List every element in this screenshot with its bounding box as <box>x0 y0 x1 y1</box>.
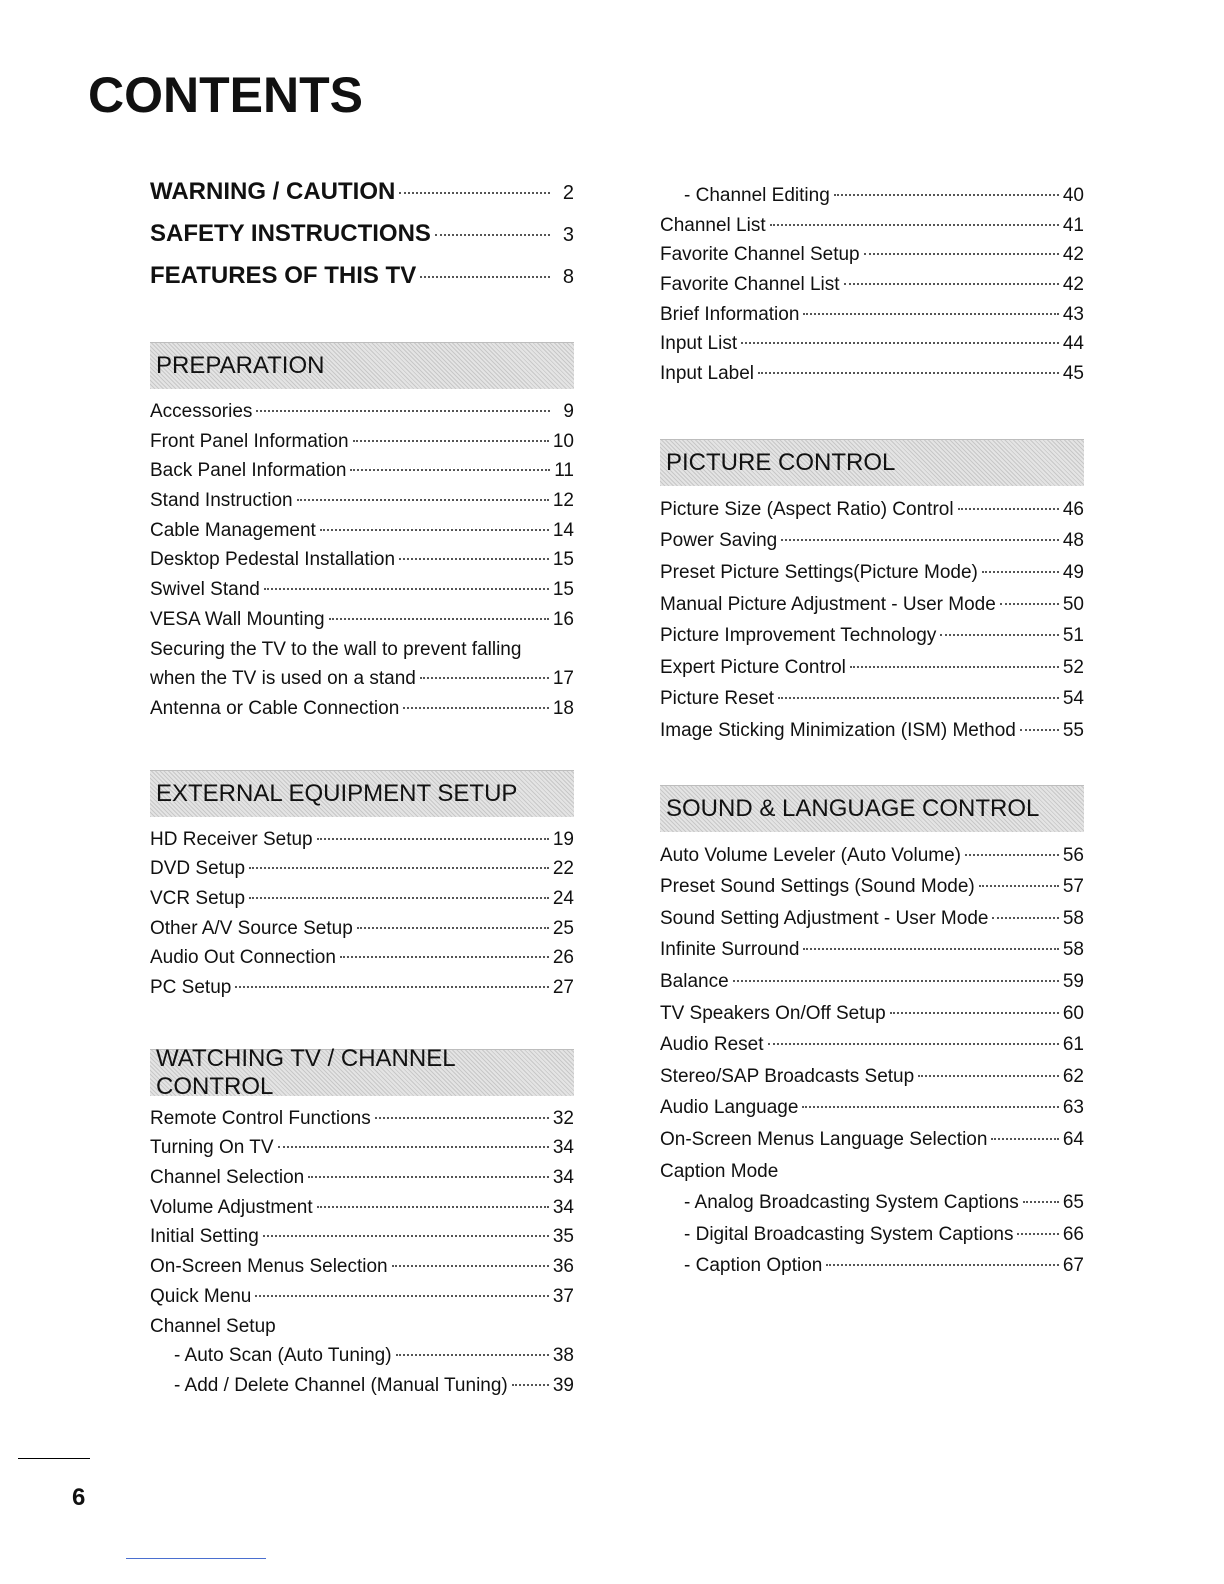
toc-entry-label: Securing the TV to the wall to prevent falling <box>150 638 522 660</box>
toc-entry-page: 3 <box>562 224 574 246</box>
toc-entry-label: TV Speakers On/Off Setup <box>660 1002 886 1024</box>
dot-leader <box>320 529 549 531</box>
toc-entry[interactable] <box>150 516 574 546</box>
toc-entry[interactable] <box>660 557 1084 589</box>
toc-entry-page: 49 <box>1062 562 1084 583</box>
dot-leader <box>308 1176 549 1178</box>
toc-entry-label: SAFETY INSTRUCTIONS <box>150 220 431 247</box>
footer-rule <box>18 1458 90 1459</box>
toc-entry-page: 45 <box>1062 363 1084 385</box>
toc-entry[interactable] <box>150 397 574 427</box>
toc-entry-label: Channel Selection <box>150 1167 305 1189</box>
dot-leader <box>834 194 1059 196</box>
toc-entry-page: 17 <box>552 668 574 690</box>
toc-entry[interactable] <box>150 664 574 694</box>
toc-entry-page: 15 <box>552 549 574 571</box>
dot-leader <box>965 854 1059 856</box>
toc-entry[interactable] <box>150 1163 574 1193</box>
section-heading-sound: SOUND & LANGUAGE CONTROL <box>660 785 1084 832</box>
section-heading-preparation: PREPARATION <box>150 342 574 389</box>
toc-entry-label: Expert Picture Control <box>660 656 846 678</box>
toc-entry[interactable] <box>150 1282 574 1312</box>
toc-entry-label: HD Receiver Setup <box>150 828 313 850</box>
toc-left-column <box>150 178 574 1401</box>
toc-entry-page: 9 <box>563 401 574 422</box>
toc-entry-page: 58 <box>1062 907 1084 929</box>
toc-entry-page: 34 <box>552 1167 574 1189</box>
toc-entry-label: Caption Mode <box>660 1160 779 1182</box>
dot-leader <box>256 410 550 412</box>
toc-entry-label: PC Setup <box>150 977 232 998</box>
toc-entry-label: Stand Instruction <box>150 490 293 512</box>
dot-leader <box>350 469 550 471</box>
toc-entry-label: Picture Reset <box>660 688 775 710</box>
toc-entry[interactable] <box>660 620 1084 652</box>
toc-entry-label: Remote Control Functions <box>150 1107 371 1129</box>
toc-entry-label: Input List <box>660 333 738 355</box>
toc-entry-page: 41 <box>1062 214 1084 236</box>
toc-entry[interactable] <box>660 494 1084 526</box>
dot-leader <box>918 1075 1059 1077</box>
toc-entry[interactable] <box>660 683 1084 715</box>
dot-leader <box>758 372 1059 374</box>
toc-entry[interactable] <box>150 1193 574 1223</box>
toc-entry[interactable] <box>660 211 1084 241</box>
dot-leader <box>768 1043 1059 1045</box>
dot-leader <box>803 948 1058 950</box>
toc-entry-label: FEATURES OF THIS TV <box>150 262 417 289</box>
dot-leader <box>802 1106 1058 1108</box>
toc-group-heading[interactable] <box>660 1156 1084 1188</box>
toc-entry-page: 42 <box>1062 274 1084 296</box>
toc-entry-page: 66 <box>1062 1223 1084 1245</box>
toc-entry[interactable] <box>150 545 574 575</box>
dot-leader <box>741 342 1059 344</box>
dot-leader <box>255 1295 548 1297</box>
toc-entry-label: Other A/V Source Setup <box>150 917 353 939</box>
toc-entry-page: 56 <box>1062 844 1084 866</box>
toc-entry-label: - Auto Scan (Auto Tuning) <box>174 1345 392 1367</box>
toc-entry-safety[interactable] <box>150 220 574 262</box>
dot-leader <box>770 224 1059 226</box>
toc-entry[interactable] <box>660 1124 1084 1156</box>
toc-entry[interactable] <box>660 715 1084 747</box>
toc-entry-label: Channel List <box>660 214 766 236</box>
toc-entry-page: 48 <box>1062 530 1084 552</box>
toc-entry-page: 24 <box>552 887 574 909</box>
toc-entry-label: Preset Picture Settings(Picture Mode) <box>660 562 978 583</box>
dot-leader <box>317 1206 549 1208</box>
toc-entry-label: Power Saving <box>660 530 778 552</box>
toc-entry-page: 18 <box>552 697 574 719</box>
toc-entry-label: Sound Setting Adjustment - User Mode <box>660 907 989 929</box>
dot-leader <box>1017 1233 1058 1235</box>
toc-entry-page: 65 <box>1062 1192 1084 1214</box>
dot-leader <box>803 313 1058 315</box>
toc-entry[interactable] <box>150 1222 574 1252</box>
toc-entry[interactable] <box>660 903 1084 935</box>
dot-leader <box>263 1235 549 1237</box>
toc-entry-page: 36 <box>552 1256 574 1278</box>
dot-leader <box>850 666 1059 668</box>
toc-entry-page: 16 <box>552 608 574 630</box>
toc-entry-page: 34 <box>552 1196 574 1218</box>
dot-leader <box>399 192 550 194</box>
toc-entry-page: 60 <box>1062 1002 1084 1024</box>
toc-entry-label: WARNING / CAUTION <box>150 178 396 205</box>
dot-leader <box>375 1117 549 1119</box>
toc-entry[interactable] <box>660 270 1084 300</box>
toc-sub-entry[interactable] <box>660 181 1084 211</box>
dot-leader <box>420 677 549 679</box>
toc-entry-page: 40 <box>1062 185 1084 206</box>
toc-entry-label: Picture Size (Aspect Ratio) Control <box>660 498 954 520</box>
dot-leader <box>890 1012 1059 1014</box>
section-heading-external: EXTERNAL EQUIPMENT SETUP <box>150 770 574 817</box>
toc-entry-page: 22 <box>552 858 574 880</box>
toc-entry-label: when the TV is used on a stand <box>150 668 416 690</box>
toc-entry-label: Infinite Surround <box>660 939 800 961</box>
dot-leader <box>979 885 1059 887</box>
toc-entry[interactable] <box>660 525 1084 557</box>
toc-entry-label: Audio Reset <box>660 1034 764 1056</box>
dot-leader <box>1020 729 1059 731</box>
toc-entry-label: - Add / Delete Channel (Manual Tuning) <box>174 1374 508 1396</box>
toc-entry-label: Preset Sound Settings (Sound Mode) <box>660 876 975 898</box>
toc-entry[interactable] <box>150 694 574 724</box>
toc-entry-page: 15 <box>552 579 574 601</box>
dot-leader <box>1000 603 1059 605</box>
dot-leader <box>420 276 550 278</box>
toc-sub-entry[interactable] <box>150 1371 574 1401</box>
dot-leader <box>940 634 1059 636</box>
toc-sub-entry[interactable] <box>660 1219 1084 1251</box>
toc-entry-page: 38 <box>552 1345 574 1367</box>
toc-entry-label: Manual Picture Adjustment - User Mode <box>660 593 996 615</box>
dot-leader <box>991 1138 1058 1140</box>
toc-entry-page: 57 <box>1062 876 1084 898</box>
toc-entry[interactable] <box>660 240 1084 270</box>
toc-entry-page: 63 <box>1062 1097 1084 1119</box>
toc-entry[interactable] <box>150 825 574 855</box>
dot-leader <box>778 697 1059 699</box>
dot-leader <box>512 1384 549 1386</box>
toc-entry-label: Image Sticking Minimization (ISM) Method <box>660 719 1016 741</box>
toc-entry[interactable] <box>150 456 574 486</box>
toc-entry-page: 55 <box>1062 719 1084 741</box>
toc-sub-entry[interactable] <box>150 1341 574 1371</box>
dot-leader <box>733 980 1059 982</box>
toc-entry-label: Brief Information <box>660 303 800 325</box>
dot-leader <box>396 1354 549 1356</box>
toc-entry-label: VCR Setup <box>150 887 246 909</box>
page-title: CONTENTS <box>88 67 363 123</box>
toc-entry[interactable] <box>150 854 574 884</box>
toc-entry[interactable] <box>150 943 574 973</box>
toc-entry-page: 37 <box>552 1285 574 1307</box>
toc-entry-page: 34 <box>552 1137 574 1159</box>
toc-entry[interactable] <box>660 329 1084 359</box>
dot-leader <box>264 588 549 590</box>
dot-leader <box>992 917 1058 919</box>
dot-leader <box>1023 1201 1059 1203</box>
dot-leader <box>357 927 549 929</box>
toc-entry-page: 10 <box>552 430 574 452</box>
toc-entry-label: Front Panel Information <box>150 430 349 452</box>
toc-entry-label: Input Label <box>660 363 755 385</box>
toc-entry-label: On-Screen Menus Selection <box>150 1256 388 1278</box>
toc-right-column <box>660 181 1084 1282</box>
toc-entry-page: 14 <box>552 519 574 541</box>
toc-entry[interactable] <box>660 871 1084 903</box>
toc-sub-entry[interactable] <box>660 1250 1084 1282</box>
toc-entry-warning[interactable] <box>150 178 574 220</box>
toc-entry[interactable] <box>150 914 574 944</box>
toc-entry-page: 32 <box>552 1107 574 1129</box>
toc-entry-page: 39 <box>552 1374 574 1396</box>
dot-leader <box>435 234 550 236</box>
toc-entry-page: 44 <box>1062 333 1084 355</box>
dot-leader <box>399 558 549 560</box>
toc-entry-label: - Analog Broadcasting System Captions <box>684 1192 1019 1214</box>
toc-entry[interactable] <box>150 486 574 516</box>
toc-entry[interactable] <box>660 966 1084 998</box>
toc-entry[interactable] <box>150 1133 574 1163</box>
toc-entry-label: - Channel Editing <box>684 185 830 206</box>
toc-entry-page: 62 <box>1062 1065 1084 1087</box>
toc-entry-label: Picture Improvement Technology <box>660 625 937 647</box>
toc-entry-label: Cable Management <box>150 519 316 541</box>
dot-leader <box>864 253 1059 255</box>
dot-leader <box>353 440 549 442</box>
toc-entry-label: Swivel Stand <box>150 579 260 601</box>
toc-entry-page: 64 <box>1062 1128 1084 1150</box>
dot-leader <box>982 571 1059 573</box>
dot-leader <box>317 838 549 840</box>
toc-entry-page: 46 <box>1062 498 1084 520</box>
toc-entry-page: 12 <box>552 490 574 512</box>
toc-entry-page: 50 <box>1062 593 1084 615</box>
toc-entry-page: 27 <box>552 977 574 998</box>
toc-entry[interactable] <box>150 884 574 914</box>
toc-entry-page: 52 <box>1062 656 1084 678</box>
toc-entry[interactable] <box>660 934 1084 966</box>
toc-entry[interactable] <box>660 840 1084 872</box>
toc-entry[interactable] <box>150 575 574 605</box>
toc-entry-label: Initial Setting <box>150 1226 259 1248</box>
toc-entry-label: Channel Setup <box>150 1315 276 1337</box>
dot-leader <box>958 508 1059 510</box>
toc-entry-page: 59 <box>1062 970 1084 992</box>
toc-entry[interactable] <box>660 652 1084 684</box>
toc-entry-label: Back Panel Information <box>150 460 347 482</box>
toc-entry-page: 19 <box>552 828 574 850</box>
toc-entry-label: DVD Setup <box>150 858 246 880</box>
toc-entry-label: Favorite Channel List <box>660 274 840 296</box>
page-number: 6 <box>72 1484 86 1511</box>
toc-entry-label: Auto Volume Leveler (Auto Volume) <box>660 844 962 866</box>
toc-entry-label: Antenna or Cable Connection <box>150 697 400 719</box>
toc-entry-label: Favorite Channel Setup <box>660 244 860 266</box>
toc-entry-page: 25 <box>552 917 574 939</box>
toc-entry-label: Accessories <box>150 401 253 422</box>
section-heading-watching: WATCHING TV / CHANNEL CONTROL <box>150 1049 574 1096</box>
toc-entry-page: 51 <box>1062 625 1084 647</box>
toc-entry-label: VESA Wall Mounting <box>150 608 325 630</box>
dot-leader <box>826 1264 1059 1266</box>
toc-entry[interactable] <box>150 973 574 1003</box>
footer-blue-rule <box>126 1558 266 1559</box>
toc-entry[interactable] <box>660 1092 1084 1124</box>
dot-leader <box>392 1265 549 1267</box>
toc-entry-label: Stereo/SAP Broadcasts Setup <box>660 1065 915 1087</box>
toc-entry[interactable] <box>660 300 1084 330</box>
toc-entry[interactable] <box>150 1252 574 1282</box>
dot-leader <box>249 897 549 899</box>
toc-entry-page: 42 <box>1062 244 1084 266</box>
toc-entry-page: 11 <box>554 460 574 482</box>
dot-leader <box>781 539 1059 541</box>
section-heading-picture: PICTURE CONTROL <box>660 439 1084 486</box>
toc-entry-label: Audio Language <box>660 1097 799 1119</box>
toc-group-heading[interactable] <box>150 1312 574 1342</box>
dot-leader <box>403 707 549 709</box>
toc-entry-page: 58 <box>1062 939 1084 961</box>
toc-entry[interactable] <box>660 1029 1084 1061</box>
dot-leader <box>235 986 549 988</box>
toc-sub-entry[interactable] <box>660 1187 1084 1219</box>
toc-entry[interactable] <box>660 998 1084 1030</box>
toc-entry-label: Turning On TV <box>150 1137 274 1159</box>
dot-leader <box>340 956 549 958</box>
toc-entry-label: Balance <box>660 970 729 992</box>
toc-entry-label: Quick Menu <box>150 1285 252 1307</box>
toc-entry-page: 2 <box>562 182 574 204</box>
toc-entry-page: 43 <box>1062 303 1084 325</box>
toc-entry-page: 35 <box>552 1226 574 1248</box>
dot-leader <box>297 499 549 501</box>
dot-leader <box>278 1146 549 1148</box>
toc-entry-page: 54 <box>1062 688 1084 710</box>
toc-entry-page: 26 <box>552 947 574 969</box>
toc-entry-label: On-Screen Menus Language Selection <box>660 1128 988 1150</box>
toc-entry-label: - Digital Broadcasting System Captions <box>684 1223 1014 1245</box>
toc-entry-page: 8 <box>562 266 574 288</box>
toc-entry-features[interactable] <box>150 262 574 304</box>
toc-entry-page: 67 <box>1062 1255 1084 1277</box>
toc-entry[interactable] <box>660 359 1084 389</box>
toc-entry-label: Volume Adjustment <box>150 1196 313 1218</box>
toc-entry[interactable] <box>660 589 1084 621</box>
toc-entry[interactable] <box>150 605 574 635</box>
toc-entry-label: - Caption Option <box>684 1255 823 1277</box>
toc-entry-label: Audio Out Connection <box>150 947 336 969</box>
toc-entry-page: 61 <box>1062 1034 1084 1056</box>
toc-entry[interactable] <box>660 1061 1084 1093</box>
toc-entry[interactable] <box>150 427 574 457</box>
dot-leader <box>249 867 549 869</box>
toc-entry[interactable] <box>150 1104 574 1134</box>
toc-entry-text-line[interactable] <box>150 635 574 665</box>
dot-leader <box>844 283 1059 285</box>
toc-entry-label: Desktop Pedestal Installation <box>150 549 396 571</box>
dot-leader <box>329 618 549 620</box>
